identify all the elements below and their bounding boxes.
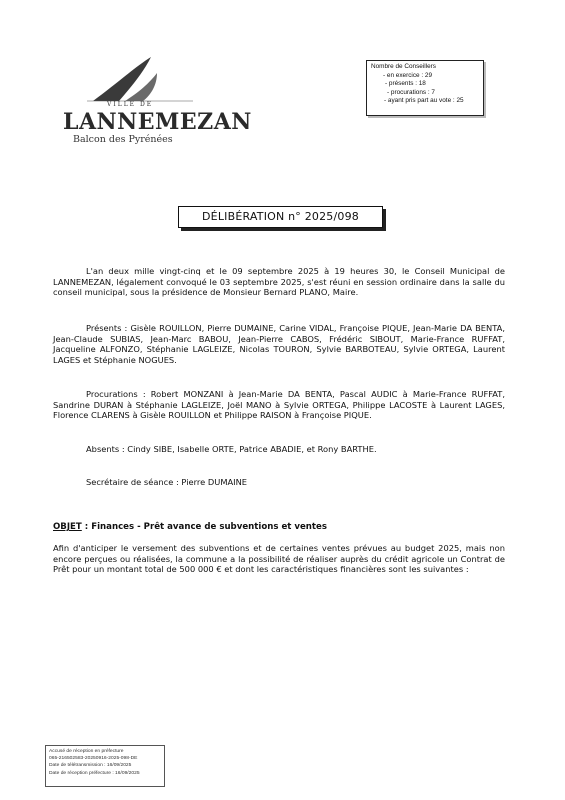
body-paragraph: Afin d'anticiper le versement des subventions et de certaines ventes prévues au budget 2025, mais non encore perçues ou réalisées, la commune a la possibilité de réaliser auprès du crédit agricole un Contrat de Prêt pour un montant total de 500 000 € et dont les caractéristiques financières sont les suivantes : bbox=[53, 543, 505, 575]
presents-paragraph bbox=[53, 323, 505, 365]
logo-tagline: Balcon des Pyrénées bbox=[73, 134, 173, 145]
intro-text: L'an deux mille vingt-cinq et le 09 septembre 2025 à 19 heures 30, le Conseil Municipal de LANNEMEZAN, légalement convoqué le 03 septembre 2025, s'est réuni en session ordinaire dans la salle du conseil municipal, sous la présidence de Monsieur Bernard PLANO, Maire. bbox=[53, 266, 505, 298]
stamp-line: Date de télétransmission : 16/09/2025 bbox=[49, 763, 132, 769]
prefecture-stamp bbox=[45, 745, 165, 787]
absents-paragraph bbox=[53, 444, 505, 455]
stamp-line: 065-216502583-20250916-2025-098-DE bbox=[49, 756, 138, 762]
objet-label: OBJET bbox=[53, 522, 82, 532]
counts-title: Nombre de Conseillers bbox=[371, 63, 436, 70]
procurations-paragraph bbox=[53, 389, 505, 421]
intro-paragraph bbox=[53, 266, 505, 298]
counts-row: - procurations : 7 bbox=[387, 88, 435, 96]
counts-row: - ayant pris part au vote : 25 bbox=[384, 97, 464, 105]
stamp-line: Accusé de réception en préfecture bbox=[49, 749, 124, 754]
stamp-line: Date de réception préfecture : 16/09/2025 bbox=[49, 770, 140, 776]
logo-city-name: LANNEMEZAN bbox=[63, 109, 252, 135]
secretaire-text: Secrétaire de séance : Pierre DUMAINE bbox=[86, 477, 248, 487]
logo-ville: VILLE DE bbox=[107, 101, 154, 108]
councillors-count-box bbox=[366, 60, 484, 116]
objet-heading bbox=[53, 522, 505, 532]
mountain-logo-icon bbox=[85, 55, 195, 103]
counts-row: - présents : 18 bbox=[385, 80, 426, 88]
deliberation-title: DÉLIBÉRATION n° 2025/098 bbox=[178, 206, 383, 228]
counts-row: - en exercice : 29 bbox=[383, 71, 433, 79]
secretaire-paragraph bbox=[53, 477, 505, 488]
absents-text: Absents : Cindy SIBE, Isabelle ORTE, Patrice ABADIE, et Rony BARTHE. bbox=[86, 444, 377, 454]
objet-text: : Finances - Prêt avance de subventions et ventes bbox=[81, 522, 327, 532]
procurations-text: Procurations : Robert MONZANI à Jean-Marie DA BENTA, Pascal AUDIC à Marie-France RUFFAT, Sandrine DURAN à Stéphanie LAGLEIZE, Joël MANO à Sylvie ORTEGA, Philippe LACOSTE à Laurent LAGES, Florence CLARENS à Gisèle ROUILLON et Philippe RAISON à Françoise PIQUE. bbox=[53, 389, 505, 421]
presents-text: Présents : Gisèle ROUILLON, Pierre DUMAINE, Carine VIDAL, Françoise PIQUE, Jean-Marie DA BENTA, Jean-Claude SUBIAS, Jean-Marc BABOU, Jean-Pierre CABOS, Frédéric SIBOUT, Marie-France RUFFAT, Jacqueline ALFONZO, Stéphanie LAGLEIZE, Nicolas TOURON, Sylvie BARBOTEAU, Sylvie ORTEGA, Laurent LAGES et Stéphanie NOGUES. bbox=[53, 323, 505, 365]
city-logo bbox=[55, 55, 252, 165]
